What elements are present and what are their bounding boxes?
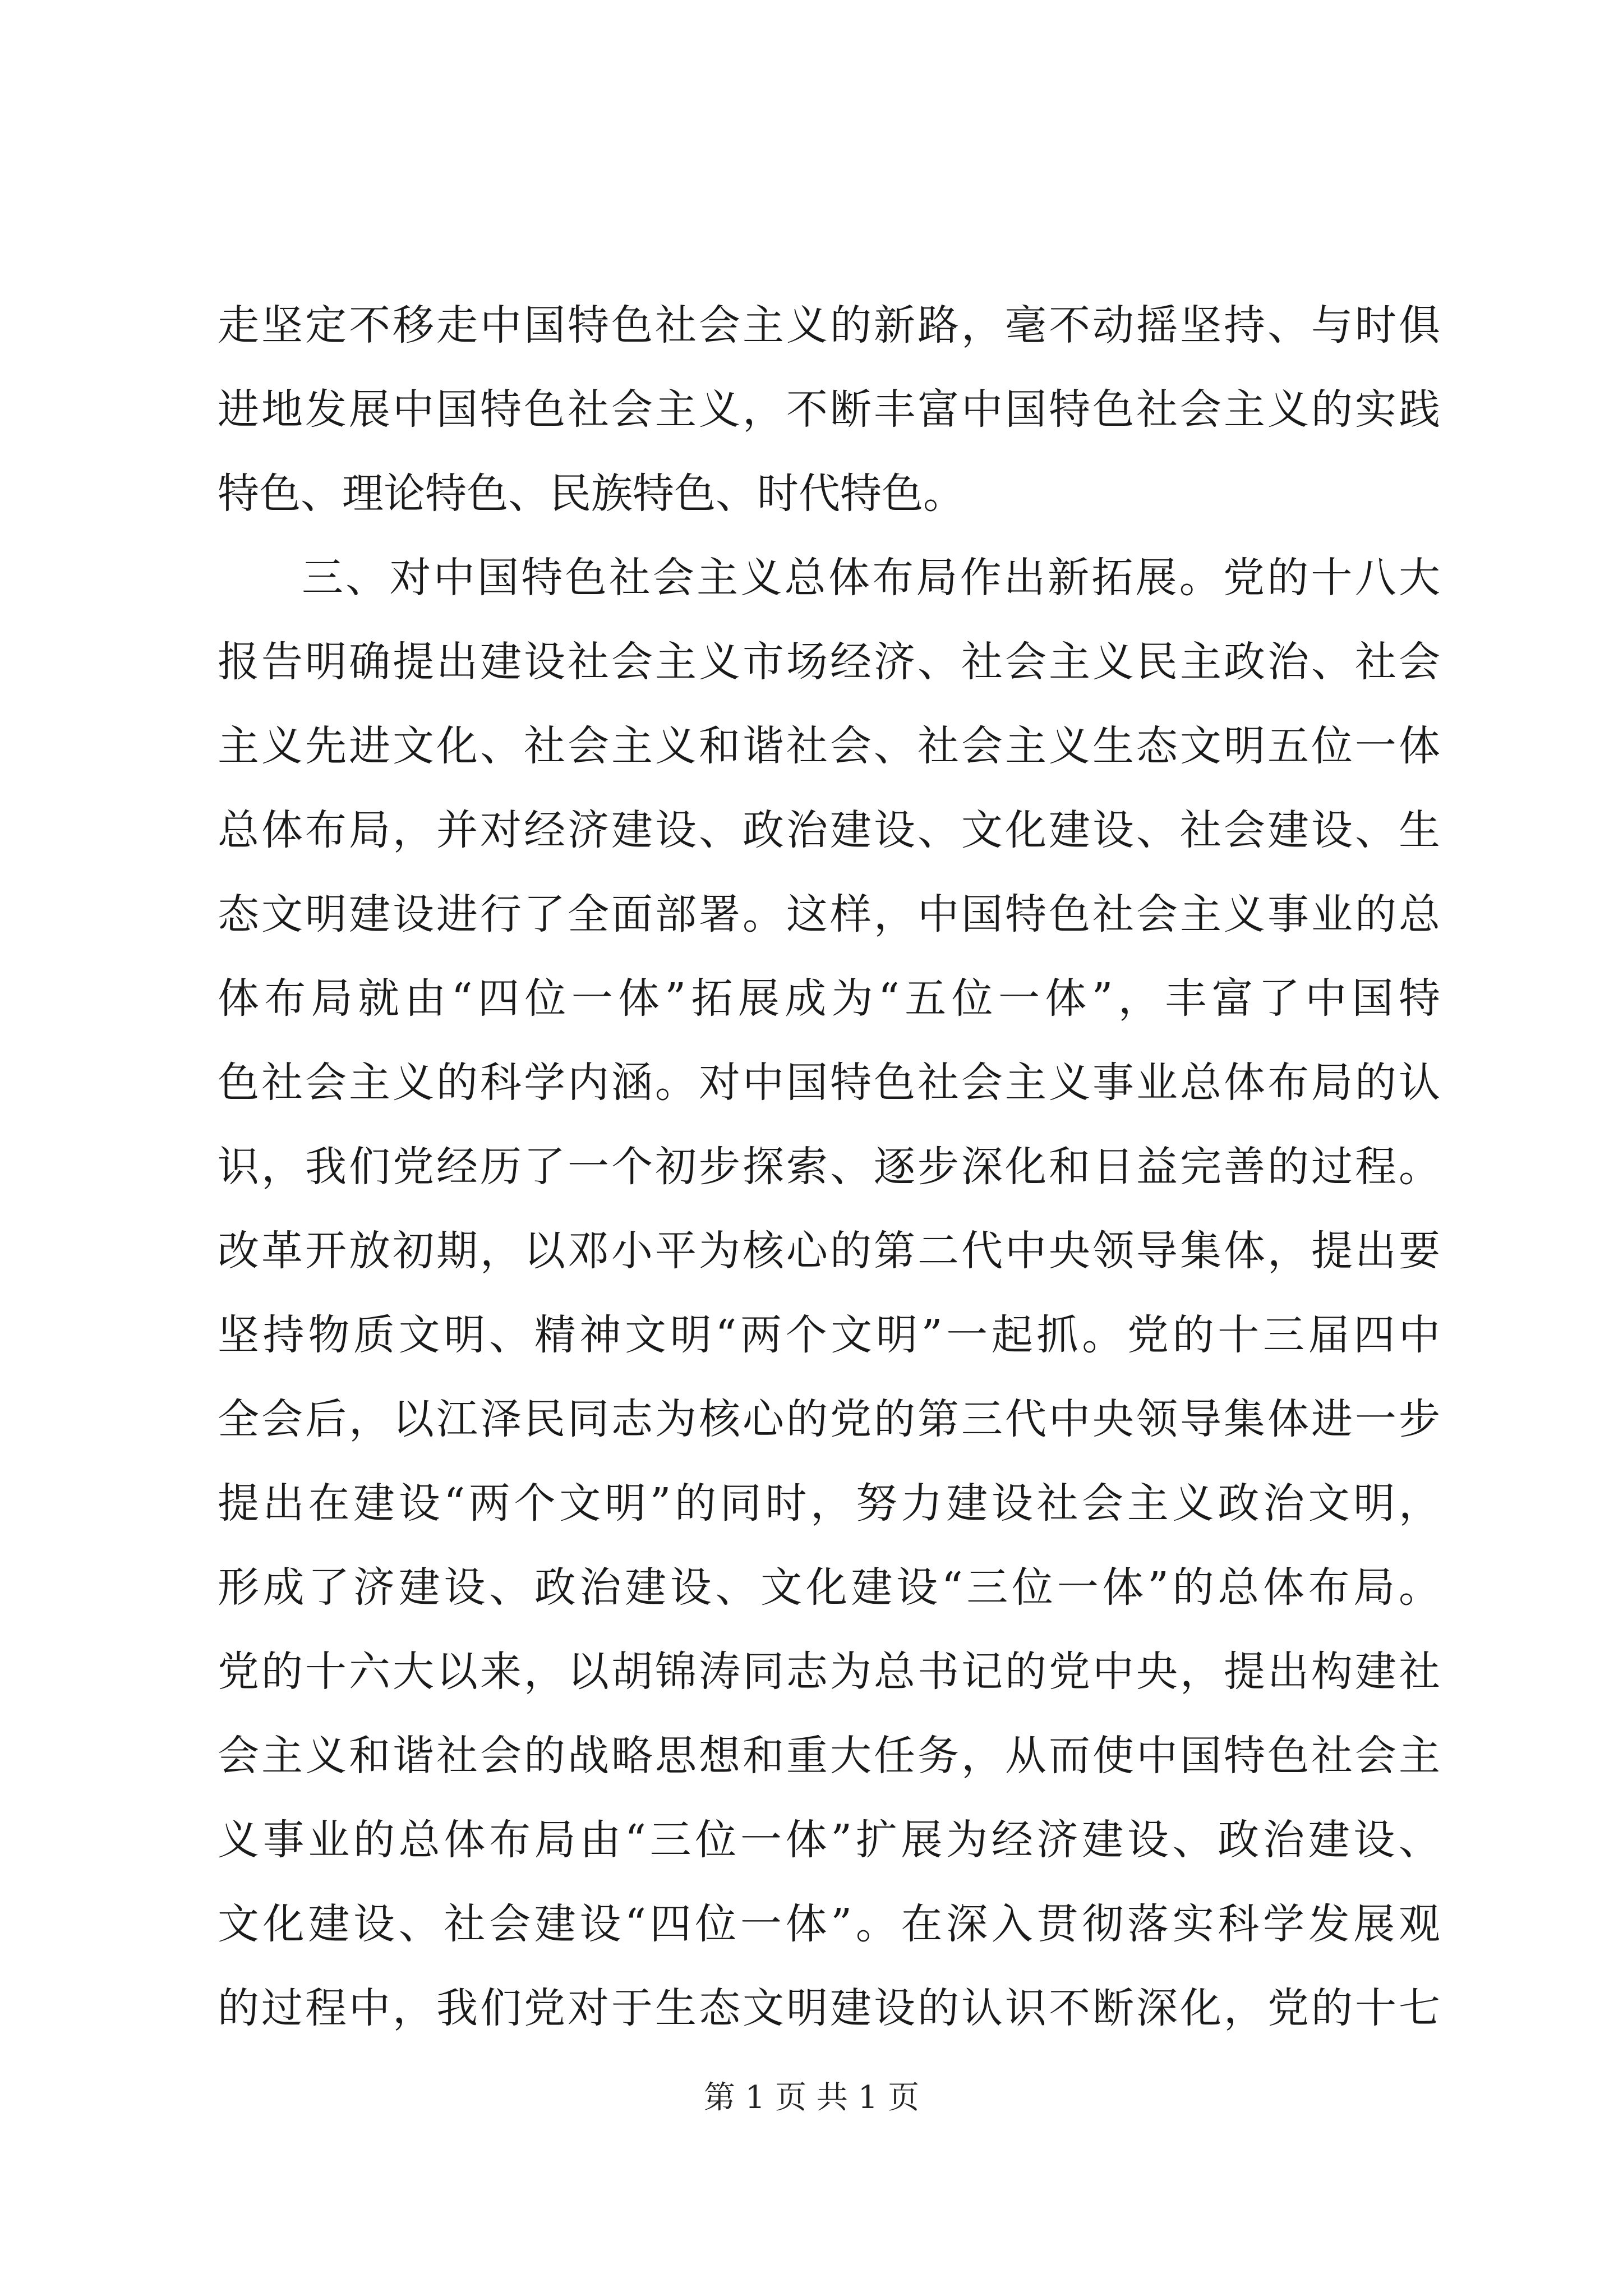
- text-line: 体布局就由“四位一体”拓展成为“五位一体”，丰富了中国特: [218, 974, 1440, 1023]
- page-number: 第 1 页 共 1 页: [703, 2079, 920, 2116]
- text-line: 色社会主义的科学内涵。对中国特色社会主义事业总体布局的认: [218, 1059, 1440, 1107]
- text-line: 走坚定不移走中国特色社会主义的新路，毫不动摇坚持、与时俱: [218, 301, 1440, 349]
- text-line: 改革开放初期，以邓小平为核心的第二代中央领导集体，提出要: [218, 1227, 1440, 1275]
- text-line: 文化建设、社会建设“四位一体”。在深入贯彻落实科学发展观: [218, 1900, 1440, 1948]
- text-line: 特色、理论特色、民族特色、时代特色。: [218, 470, 965, 518]
- text-line: 态文明建设进行了全面部署。这样，中国特色社会主义事业的总: [218, 890, 1440, 938]
- text-line: 的过程中，我们党对于生态文明建设的认识不断深化，党的十七: [218, 1984, 1440, 2032]
- page-footer: [0, 2076, 1623, 2120]
- text-line: 党的十六大以来，以胡锦涛同志为总书记的党中央，提出构建社: [218, 1648, 1440, 1696]
- body-text: [218, 283, 1440, 2050]
- text-line: 主义先进文化、社会主义和谐社会、社会主义生态文明五位一体: [218, 722, 1440, 770]
- text-line: 总体布局，并对经济建设、政治建设、文化建设、社会建设、生: [218, 806, 1440, 854]
- text-line: 全会后，以江泽民同志为核心的党的第三代中央领导集体进一步: [218, 1395, 1440, 1443]
- text-line: 报告明确提出建设社会主义市场经济、社会主义民主政治、社会: [218, 638, 1440, 686]
- text-line: 义事业的总体布局由“三位一体”扩展为经济建设、政治建设、: [218, 1816, 1440, 1864]
- text-line: 三、对中国特色社会主义总体布局作出新拓展。党的十八大: [302, 554, 1440, 602]
- text-line: 进地发展中国特色社会主义，不断丰富中国特色社会主义的实践: [218, 385, 1440, 434]
- text-line: 形成了济建设、政治建设、文化建设“三位一体”的总体布局。: [218, 1563, 1440, 1612]
- text-line: 坚持物质文明、精神文明“两个文明”一起抓。党的十三届四中: [218, 1311, 1440, 1359]
- text-line: 识，我们党经历了一个初步探索、逐步深化和日益完善的过程。: [218, 1143, 1440, 1191]
- text-line: 提出在建设“两个文明”的同时，努力建设社会主义政治文明，: [218, 1479, 1440, 1527]
- text-line: 会主义和谐社会的战略思想和重大任务，从而使中国特色社会主: [218, 1732, 1440, 1780]
